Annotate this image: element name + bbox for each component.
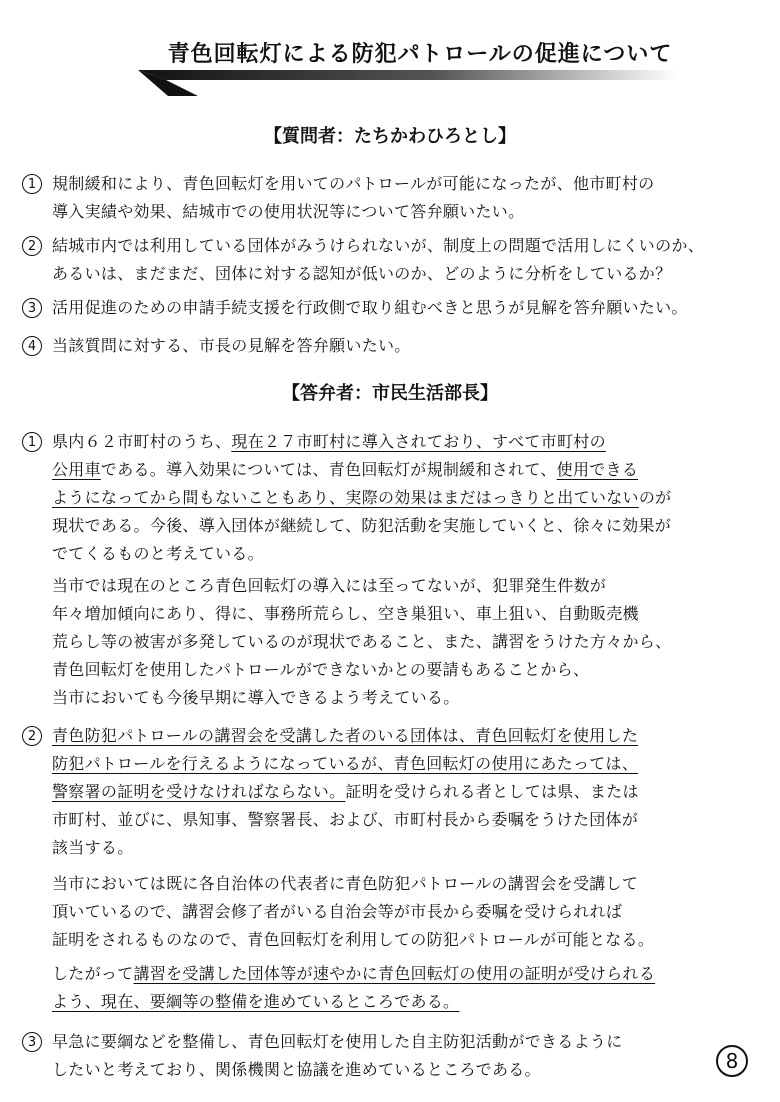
answer-line: ようになってから間もないこともあり、実際の効果はまだはっきりと出ていないのが (52, 488, 672, 507)
item-number: 2 (22, 726, 42, 746)
answer-line: 県内６２市町村のうち、現在２７市町村に導入されており、すべて市町村の (52, 432, 606, 451)
item-number: 1 (22, 174, 42, 194)
page-number: 8 (716, 1045, 748, 1077)
question-line: 当該質問に対する、市長の見解を答弁願いたい。 (52, 336, 411, 355)
answer-line: 市町村、並びに、県知事、警察署長、および、市町村長から委嘱をうけた団体が (52, 810, 639, 829)
item-number: 1 (22, 432, 42, 452)
answer-line: したいと考えており、関係機関と協議を進めているところである。 (52, 1060, 541, 1079)
answer-line: 警察署の証明を受けなければならない。証明を受けられる者としては県、または (52, 782, 639, 801)
item-number: 4 (22, 336, 42, 356)
question-line: 結城市内では利用している団体がみうけられないが、制度上の問題で活用しにくいのか、 (52, 236, 705, 255)
answer-line: でてくるものと考えている。 (52, 544, 264, 563)
item-number: 3 (22, 298, 42, 318)
question-line: 導入実績や効果、結城市での使用状況等について答弁願いたい。 (52, 202, 525, 221)
answerer-heading: 【答弁者：市民生活部長】 (282, 383, 498, 404)
item-number: 3 (22, 1032, 42, 1052)
title-banner (138, 40, 678, 96)
answer-line: 現状である。今後、導入団体が継続して、防犯活動を実施していくと、徐々に効果が (52, 516, 672, 535)
answer-line: 該当する。 (52, 838, 134, 857)
page-title: 青色回転灯による防犯パトロールの促進について (167, 42, 673, 67)
item-number: 2 (22, 236, 42, 256)
answer-line: 青色防犯パトロールの講習会を受講した者のいる団体は、青色回転灯を使用した (52, 726, 639, 745)
answer-line: 防犯パトロールを行えるようになっているが、青色回転灯の使用にあたっては、 (52, 754, 639, 773)
answer-line: 早急に要綱などを整備し、青色回転灯を使用した自主防犯活動ができるように (52, 1032, 623, 1051)
question-line: 活用促進のための申請手続支援を行政側で取り組むべきと思うが見解を答弁願いたい。 (52, 298, 688, 317)
questioner-heading: 【質問者：たちかわひろとし】 (264, 126, 516, 147)
question-line: あるいは、まだまだ、団体に対する認知が低いのか、どのように分析をしているか？ (52, 264, 672, 283)
answer-line: 公用車である。導入効果については、青色回転灯が規制緩和されて、使用できる (52, 460, 639, 479)
question-line: 規制緩和により、青色回転灯を用いてのパトロールが可能になったが、他市町村の (52, 174, 655, 193)
